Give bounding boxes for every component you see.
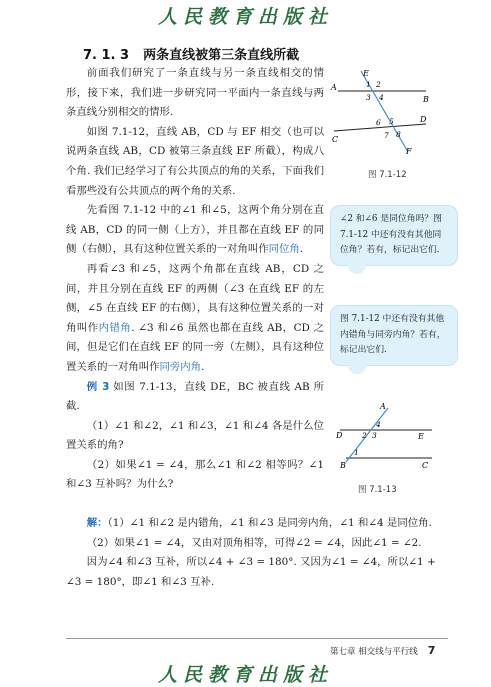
paragraph-text: 先看图 7.1-12 中的∠1 和∠5，这两个角分别在直线 AB，CD 的同一侧（上方），并且都在直线 EF 的同侧（右侧），具有这种位置关系的一对角叫作: [66, 204, 324, 256]
line-ab: [346, 408, 388, 462]
solution-label: 解：: [86, 517, 108, 529]
label-f: F: [406, 147, 412, 156]
page-number: 7: [427, 644, 436, 657]
example-label: 例 3: [86, 380, 110, 393]
label-a: A: [380, 402, 386, 411]
label-b: B: [340, 461, 346, 470]
paragraph-figure-desc: 如图 7.1-12，直线 AB，CD 与 EF 相交（也可以说两条直线 AB，CD 被第三条直线 EF 所截），构成八个角. 我们已经学习了有公共顶点的角的关系，下面我们看那些没有公共顶点的两个角的关系.: [66, 125, 324, 197]
solution-2: （2）如果∠1 = ∠4，又由对顶角相等，可得∠2 = ∠4，因此∠1 = ∠2.: [86, 536, 422, 549]
label-d: D: [420, 115, 427, 124]
angle-5: 5: [389, 117, 394, 126]
term-same-side-interior: 同旁内角: [159, 360, 202, 373]
label-c: C: [332, 135, 339, 144]
solution-1-text: （1）∠1 和∠2 是内错角，∠1 和∠3 是同旁内角，∠1 和∠4 是同位角.: [107, 517, 432, 529]
figure-7-1-12: [326, 66, 436, 161]
angle-4: 4: [376, 420, 381, 429]
section-title-text: 两条直线被第三条直线所截: [143, 48, 300, 63]
publisher-logo-bottom: 人民教育出版社: [157, 664, 333, 686]
angle-3: 3: [366, 93, 371, 102]
label-a: A: [331, 83, 337, 92]
solution-1: [66, 514, 448, 534]
angle-1: 1: [354, 448, 359, 457]
angle-6: 6: [376, 118, 381, 127]
label-d: D: [336, 431, 343, 440]
page-footer: [330, 644, 435, 657]
note-bubble-2: 图 7.1-12 中还有没有其他内错角与同旁内角？若有，标记出它们.: [330, 305, 458, 366]
question-1: （1）∠1 和∠2，∠1 和∠3，∠1 和∠4 各是什么位置关系的角?: [66, 419, 324, 452]
label-c: C: [422, 461, 429, 470]
paragraph-text: .: [201, 360, 205, 373]
label-b: B: [423, 95, 429, 104]
angle-2: 2: [362, 431, 367, 440]
figure-7-1-13: [332, 400, 442, 470]
paragraph-text: 再看∠3 和∠5，这两个角都在直线 AB，CD 之间，并且分别在直线 EF 的两侧（∠3 在直线 EF 的左侧，∠5 在直线 EF 的右侧），具有这种位置关系的一对角叫作: [66, 262, 324, 334]
section-number: 7. 1. 3: [83, 48, 130, 63]
angle-7: 7: [384, 131, 389, 140]
publisher-logo-top: 人民教育出版社: [157, 6, 333, 28]
angle-4: 4: [379, 93, 384, 102]
angle-8: 8: [396, 130, 401, 139]
paragraph-alternate: [66, 260, 324, 378]
question-2: （2）如果∠1 = ∠4，那么∠1 和∠2 相等吗？∠1 和∠3 互补吗？为什么?: [66, 458, 324, 491]
example-heading: [66, 378, 324, 417]
section-title: [83, 44, 299, 63]
note-bubble-1: ∠2 和∠6 是同位角吗？图 7.1-12 中还有没有其他同位角？若有，标记出它们.: [330, 205, 458, 266]
paragraph-text: .: [299, 243, 304, 256]
body-text-upper: [66, 64, 324, 495]
chapter-title: 第七章 相交线与平行线: [330, 647, 418, 657]
angle-3: 3: [372, 431, 377, 440]
label-e: E: [363, 69, 369, 78]
label-e: E: [418, 432, 424, 441]
solution-block: [66, 514, 448, 592]
term-corresponding-angles: 同位角: [268, 243, 300, 256]
angle-2: 2: [376, 80, 381, 89]
term-alternate-interior: 内错角: [98, 321, 132, 334]
figure-caption-2: 图 7.1-13: [358, 485, 397, 495]
solution-3: 因为∠4 和∠3 互补，所以∠4 + ∠3 = 180°. 又因为∠1 = ∠4，所以∠1 + ∠3 = 180°，即∠1 和∠3 互补.: [66, 556, 436, 588]
footer-rule: [66, 638, 448, 639]
angle-1: 1: [366, 80, 371, 89]
paragraph-text: . ∠3 和∠6 虽然也都在直线 AB，CD 之间，但是它们在直线 EF 的同一旁（左侧），具有这种位置关系的一对角叫作: [66, 321, 325, 373]
paragraph-corresponding: [66, 201, 324, 260]
figure-caption-1: 图 7.1-12: [368, 170, 407, 180]
example-text: 如图 7.1-13，直线 DE，BC 被直线 AB 所截.: [66, 380, 324, 413]
paragraph-intro: 前面我们研究了一条直线与另一条直线相交的情形，接下来，我们进一步研究同一平面内一条直线与两条直线分别相交的情形.: [66, 67, 324, 119]
